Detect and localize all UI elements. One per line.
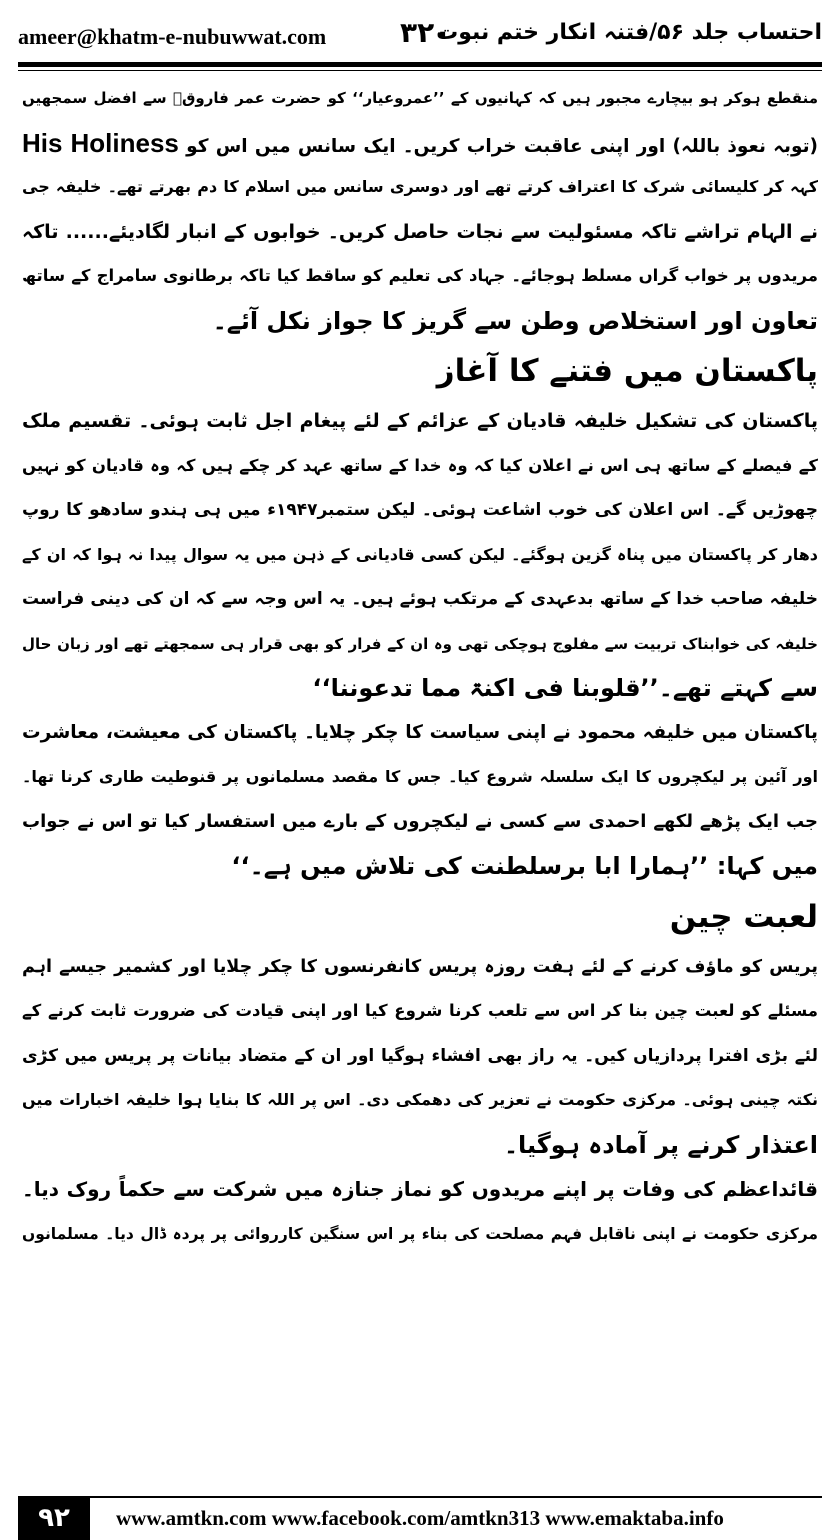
arabic-quote: ’’قلوبنا فی اکنۃ مما تدعوننا‘‘ — [312, 674, 659, 702]
text-line: لئے بڑی افترا پردازیاں کیں۔ یہ راز بھی افشاء ہوگیا اور ان کے متضاد بیانات پر پریس میں کڑی — [22, 1045, 818, 1066]
paragraph-3 — [22, 711, 818, 889]
paragraph-1 — [22, 76, 818, 343]
section-heading-lubat-e-cheen: لعبت چین — [669, 898, 818, 935]
paragraph-5 — [22, 1167, 818, 1256]
paragraph-4 — [22, 945, 818, 1168]
footer-rule — [18, 1496, 822, 1498]
paragraph-2 — [22, 399, 818, 711]
header-email: ameer@khatm-e-nubuwwat.com — [18, 24, 327, 49]
header-rule — [18, 62, 822, 71]
footer-page-number: ۹۲ — [18, 1496, 90, 1540]
page-header — [18, 14, 822, 60]
header-book-title: احتساب جلد ۵۶/فتنہ انکار ختم نبوت — [436, 20, 822, 45]
text-line: مریدوں پر خواب گراں مسلط ہوجائے۔ جہاد کی تعلیم کو ساقط کیا تاکہ برطانوی سامراج کے ساتھ — [22, 266, 818, 285]
text-line: دھار کر پاکستان میں پناہ گزین ہوگئے۔ لیکن کسی قادیانی کے ذہن میں یہ سوال پیدا نہ ہوا کہ ان کے — [22, 544, 818, 564]
text-line: نے الہام تراشے تاکہ مسئولیت سے نجات حاصل کریں۔ خوابوں کے انبار لگادیئے...... تاکہ — [22, 220, 818, 243]
text-line: خلیفہ صاحب خدا کے ساتھ بدعہدی کے مرتکب ہوئے ہیں۔ یہ اس وجہ سے کہ ان کی دینی فراست — [22, 589, 818, 609]
text-line: خلیفہ کی خوابناک تربیت سے مفلوج ہوچکی تھی وہ ان کے فرار کو بھی قرار ہی سمجھتے تھے اور زبان حال — [22, 634, 818, 653]
text-segment: سے کہتے تھے۔ — [658, 674, 818, 702]
page-body — [22, 76, 818, 1464]
text-line: چھوڑیں گے۔ اس اعلان کی خوب اشاعت ہوئی۔ لیکن ستمبر۱۹۴۷ء میں ہی ہندو سادھو کا روپ — [22, 500, 818, 520]
text-line — [22, 666, 818, 711]
text-line: نکتہ چینی ہوئی۔ مرکزی حکومت نے تعزیر کی دھمکی دی۔ اس پر اللہ کا بنایا ہوا خلیفہ اخبارات میں — [22, 1090, 818, 1109]
text-segment: (توبہ نعوذ باللہ) اور اپنی عاقبت خراب کریں۔ ایک سانس میں اس کو — [186, 135, 818, 157]
text-line: مسئلے کو لعبت چین بنا کر اس سے تلعب کرنا شروع کیا اور اپنی قیادت کی ضرورت ثابت کرنے کے — [22, 1001, 818, 1020]
text-line — [22, 121, 818, 166]
text-line: پریس کو ماؤف کرنے کے لئے ہفت روزہ پریس کانفرنسوں کا چکر چلایا اور کشمیر جیسے اہم — [22, 956, 818, 977]
footer-links: www.amtkn.com www.facebook.com/amtkn313 www.emaktaba.info — [116, 1506, 724, 1530]
header-page-number: ۳۲۰ — [400, 16, 452, 49]
text-line: منقطع ہوکر ہو بیچارے مجبور ہیں کہ کہانیوں کے ’’عمروعیار‘‘ کو حضرت عمر فاروقؓ سے افضل سمجھیں — [22, 89, 818, 107]
text-line: کے فیصلے کے ساتھ ہی اس نے اعلان کیا کہ وہ خدا کے ساتھ عہد کر چکے ہیں کہ وہ قادیان کو نہیں — [22, 455, 818, 475]
section-heading-pakistan: پاکستان میں فتنے کا آغاز — [436, 353, 818, 389]
text-line: جب ایک پڑھے لکھے احمدی سے کسی نے لیکچروں کے بارے میں استفسار کیا تو اس نے جواب — [22, 810, 818, 832]
latin-phrase: His Holiness — [22, 127, 179, 158]
text-line: میں کہا: ’’ہمارا ابا برسلطنت کی تلاش میں ہے۔‘‘ — [231, 852, 818, 880]
text-line: پاکستان میں خلیفہ محمود نے اپنی سیاست کا چکر چلایا۔ پاکستان کی معیشت، معاشرت — [22, 721, 818, 743]
text-line: قائداعظم کی وفات پر اپنے مریدوں کو نماز جنازہ میں شرکت سے حکماً روک دیا۔ — [22, 1177, 818, 1201]
text-line: اعتذار کرنے پر آمادہ ہوگیا۔ — [503, 1130, 818, 1159]
text-line: مرکزی حکومت نے اپنی ناقابل فہم مصلحت کی بناء پر اس سنگین کارروائی پر پردہ ڈال دیا۔ مسلمانوں — [22, 1224, 818, 1243]
text-line: اور آئین پر لیکچروں کا ایک سلسلہ شروع کیا۔ جس کا مقصد مسلمانوں پر قنوطیت طاری کرنا تھا۔ — [22, 767, 818, 786]
text-line: کہہ کر کلیسائی شرک کا اعتراف کرتے تھے اور دوسری سانس میں اسلام کا دم بھرتے تھے۔ خلیفہ جی — [22, 177, 818, 196]
text-line: پاکستان کی تشکیل خلیفہ قادیان کے عزائم کے لئے پیغام اجل ثابت ہوئی۔ تقسیم ملک — [22, 410, 818, 432]
text-line: تعاون اور استخلاص وطن سے گریز کا جواز نکل آئے۔ — [212, 306, 818, 335]
